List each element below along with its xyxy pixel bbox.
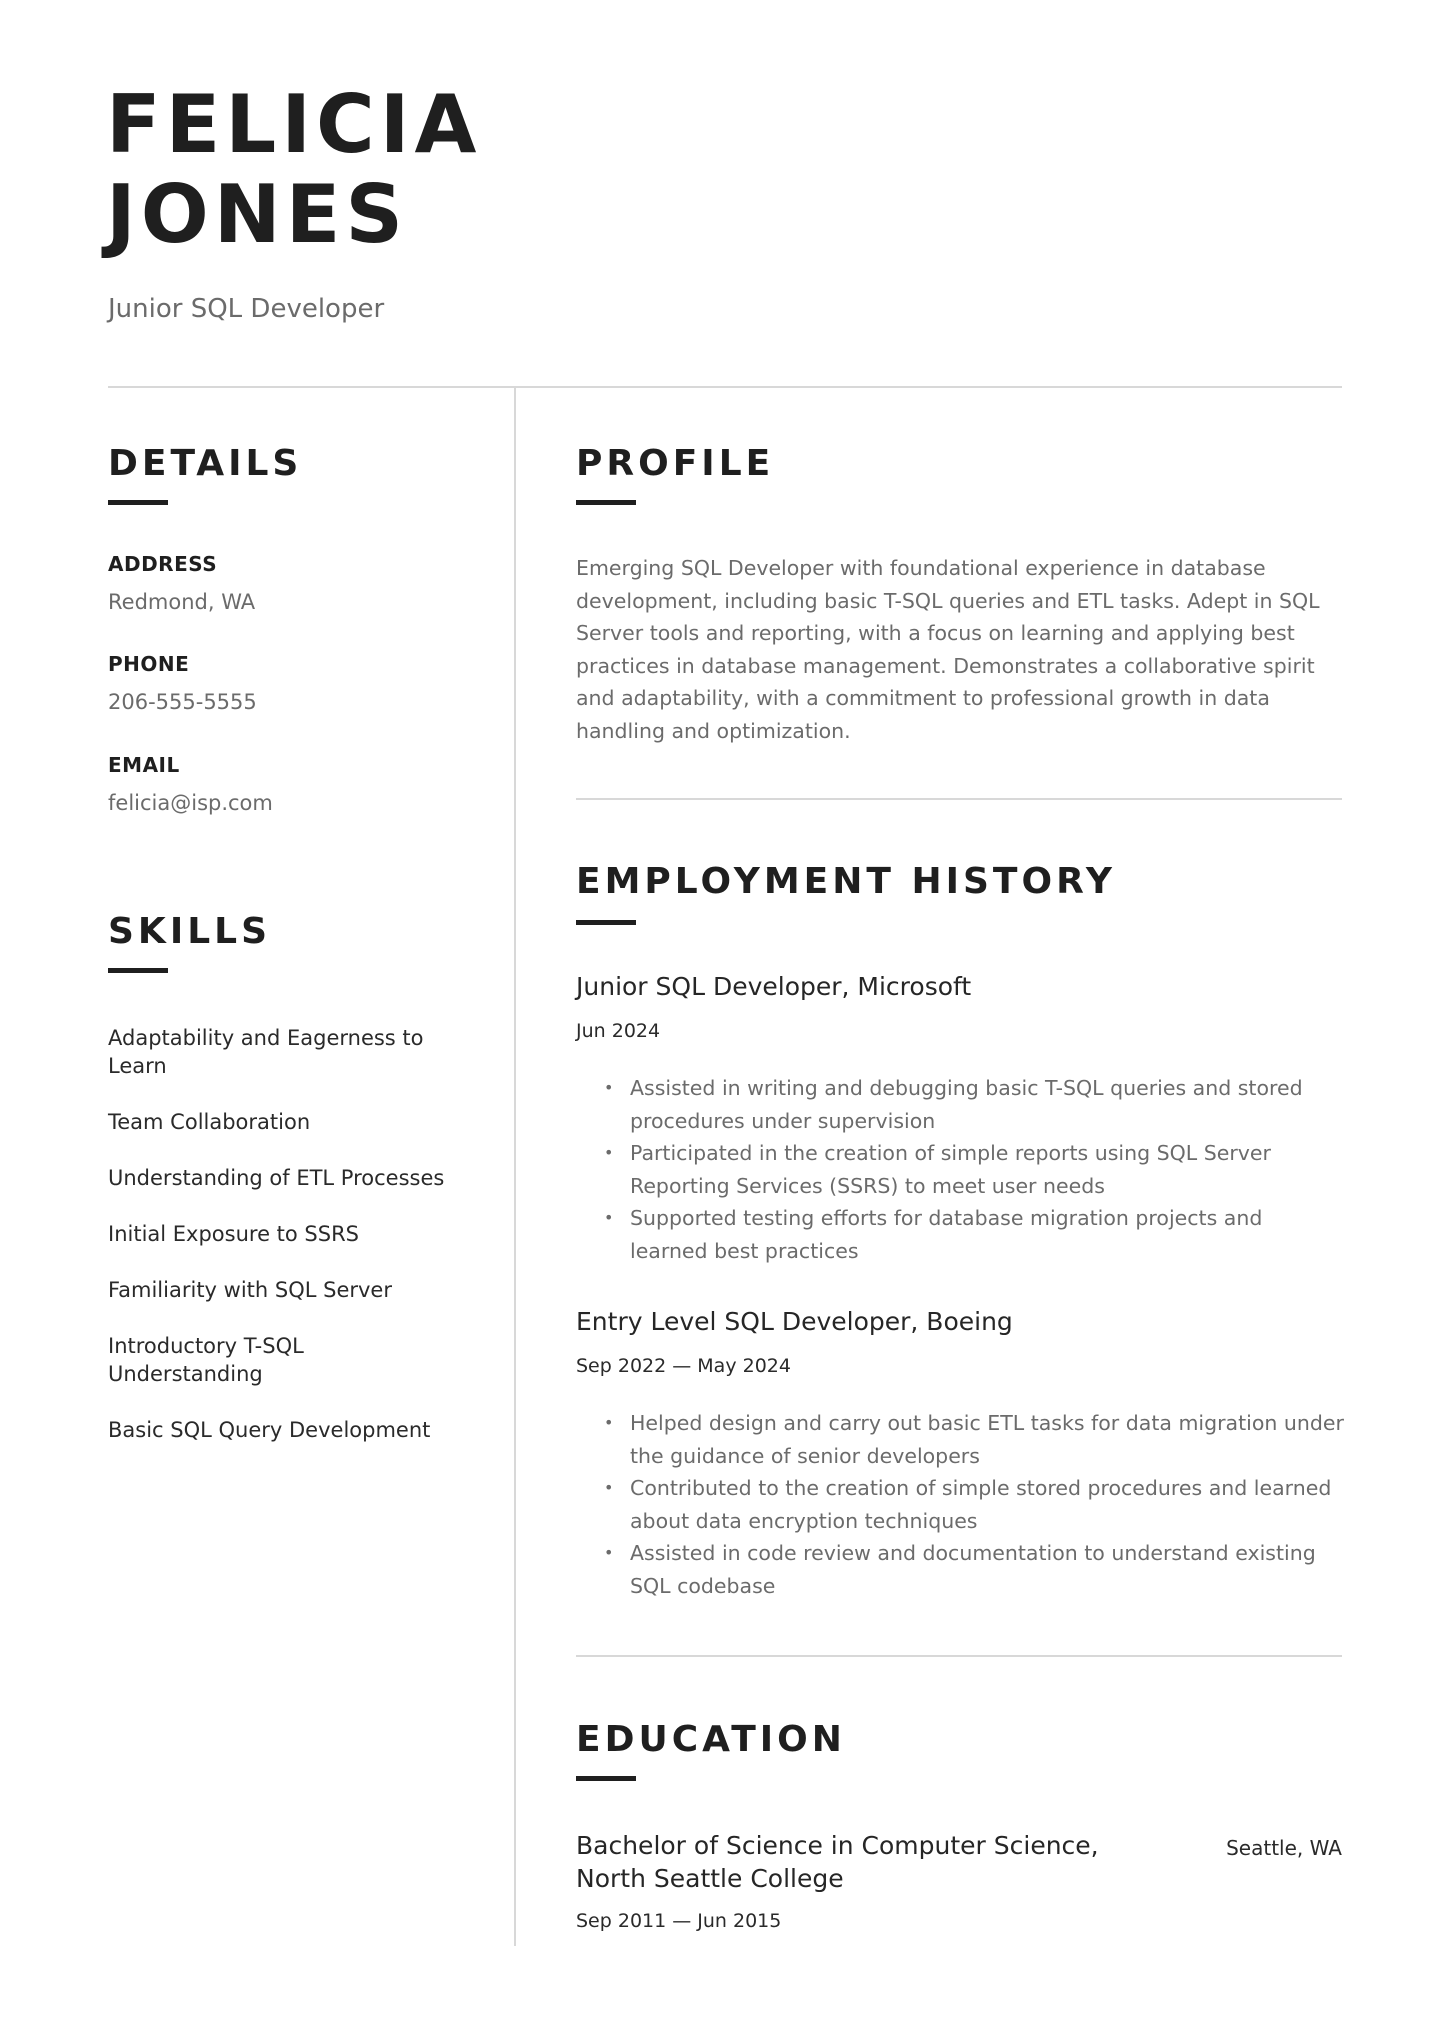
education-heading: EDUCATION [576, 1719, 846, 1760]
skills-list [108, 1024, 458, 1472]
skill-item: Understanding of ETL Processes [108, 1166, 445, 1190]
header-divider [108, 386, 1342, 388]
profile-summary: Emerging SQL Developer with foundational experience in database development, including basic T-SQL queries and ETL tasks. Adept in SQL Server tools and reporting, with a focus on learning and applying best practices in database management. Demonstrates a collaborative spirit and adaptability, with a commitment to professional growth in data handling and optimization. [576, 556, 1320, 743]
job-title-2: Entry Level SQL Developer, Boeing [576, 1307, 1013, 1336]
details-heading: DETAILS [108, 443, 303, 484]
first-name: FELICIA [106, 78, 482, 171]
job-bullet-text: Contributed to the creation of simple stored procedures and learned about data encryption techniques [630, 1476, 1332, 1533]
list-item [604, 1407, 1344, 1472]
list-item [604, 1137, 1344, 1202]
skill-item: Familiarity with SQL Server [108, 1278, 392, 1302]
skills-heading: SKILLS [108, 911, 272, 952]
list-item [604, 1537, 1344, 1602]
job-bullet-text: Assisted in writing and debugging basic T-SQL queries and stored procedures under supervision [630, 1076, 1303, 1133]
education-dates: Sep 2011 — Jun 2015 [576, 1910, 782, 1932]
job-bullets-2 [604, 1407, 1344, 1602]
last-name: JONES [106, 168, 408, 261]
bullet-icon: • [604, 1143, 614, 1162]
bullet-icon: • [604, 1413, 614, 1432]
phone-label: PHONE [108, 652, 190, 676]
profile-heading-underline [576, 500, 636, 505]
education-degree: Bachelor of Science in Computer Science, North Seattle College [576, 1831, 1099, 1893]
column-divider [514, 388, 516, 1946]
job-bullet-text: Helped design and carry out basic ETL tasks for data migration under the guidance of senior developers [630, 1411, 1344, 1468]
list-item [604, 1472, 1344, 1537]
job-bullet-text: Supported testing efforts for database migration projects and learned best practices [630, 1206, 1263, 1263]
skill-item: Adaptability and Eagerness to Learn [108, 1026, 424, 1078]
employment-divider [576, 1655, 1342, 1657]
employment-heading-underline [576, 920, 636, 925]
profile-divider [576, 798, 1342, 800]
skill-item: Team Collaboration [108, 1110, 311, 1134]
education-heading-underline [576, 1776, 636, 1781]
candidate-title: Junior SQL Developer [108, 294, 385, 324]
skill-item: Basic SQL Query Development [108, 1418, 431, 1442]
job-bullets-1 [604, 1072, 1344, 1267]
list-item [604, 1202, 1344, 1267]
employment-heading: EMPLOYMENT HISTORY [576, 861, 1116, 902]
email-value: felicia@isp.com [108, 791, 273, 815]
education-location: Seattle, WA [1226, 1836, 1342, 1860]
job-title-1: Junior SQL Developer, Microsoft [576, 972, 972, 1001]
bullet-icon: • [604, 1543, 614, 1562]
bullet-icon: • [604, 1208, 614, 1227]
bullet-icon: • [604, 1078, 614, 1097]
skill-item: Initial Exposure to SSRS [108, 1222, 360, 1246]
bullet-icon: • [604, 1478, 614, 1497]
profile-heading: PROFILE [576, 443, 775, 484]
address-label: ADDRESS [108, 552, 218, 576]
candidate-name [106, 80, 481, 260]
job-bullet-text: Assisted in code review and documentation to understand existing SQL codebase [630, 1541, 1316, 1598]
job-bullet-text: Participated in the creation of simple reports using SQL Server Reporting Services (SSRS) to meet user needs [630, 1141, 1271, 1198]
skills-heading-underline [108, 968, 168, 973]
details-heading-underline [108, 500, 168, 505]
job-dates-2: Sep 2022 — May 2024 [576, 1355, 791, 1377]
address-value: Redmond, WA [108, 590, 256, 614]
skill-item: Introductory T-SQL Understanding [108, 1334, 304, 1386]
job-dates-1: Jun 2024 [576, 1020, 661, 1042]
email-label: EMAIL [108, 753, 180, 777]
phone-value: 206-555-5555 [108, 690, 257, 714]
list-item [604, 1072, 1344, 1137]
